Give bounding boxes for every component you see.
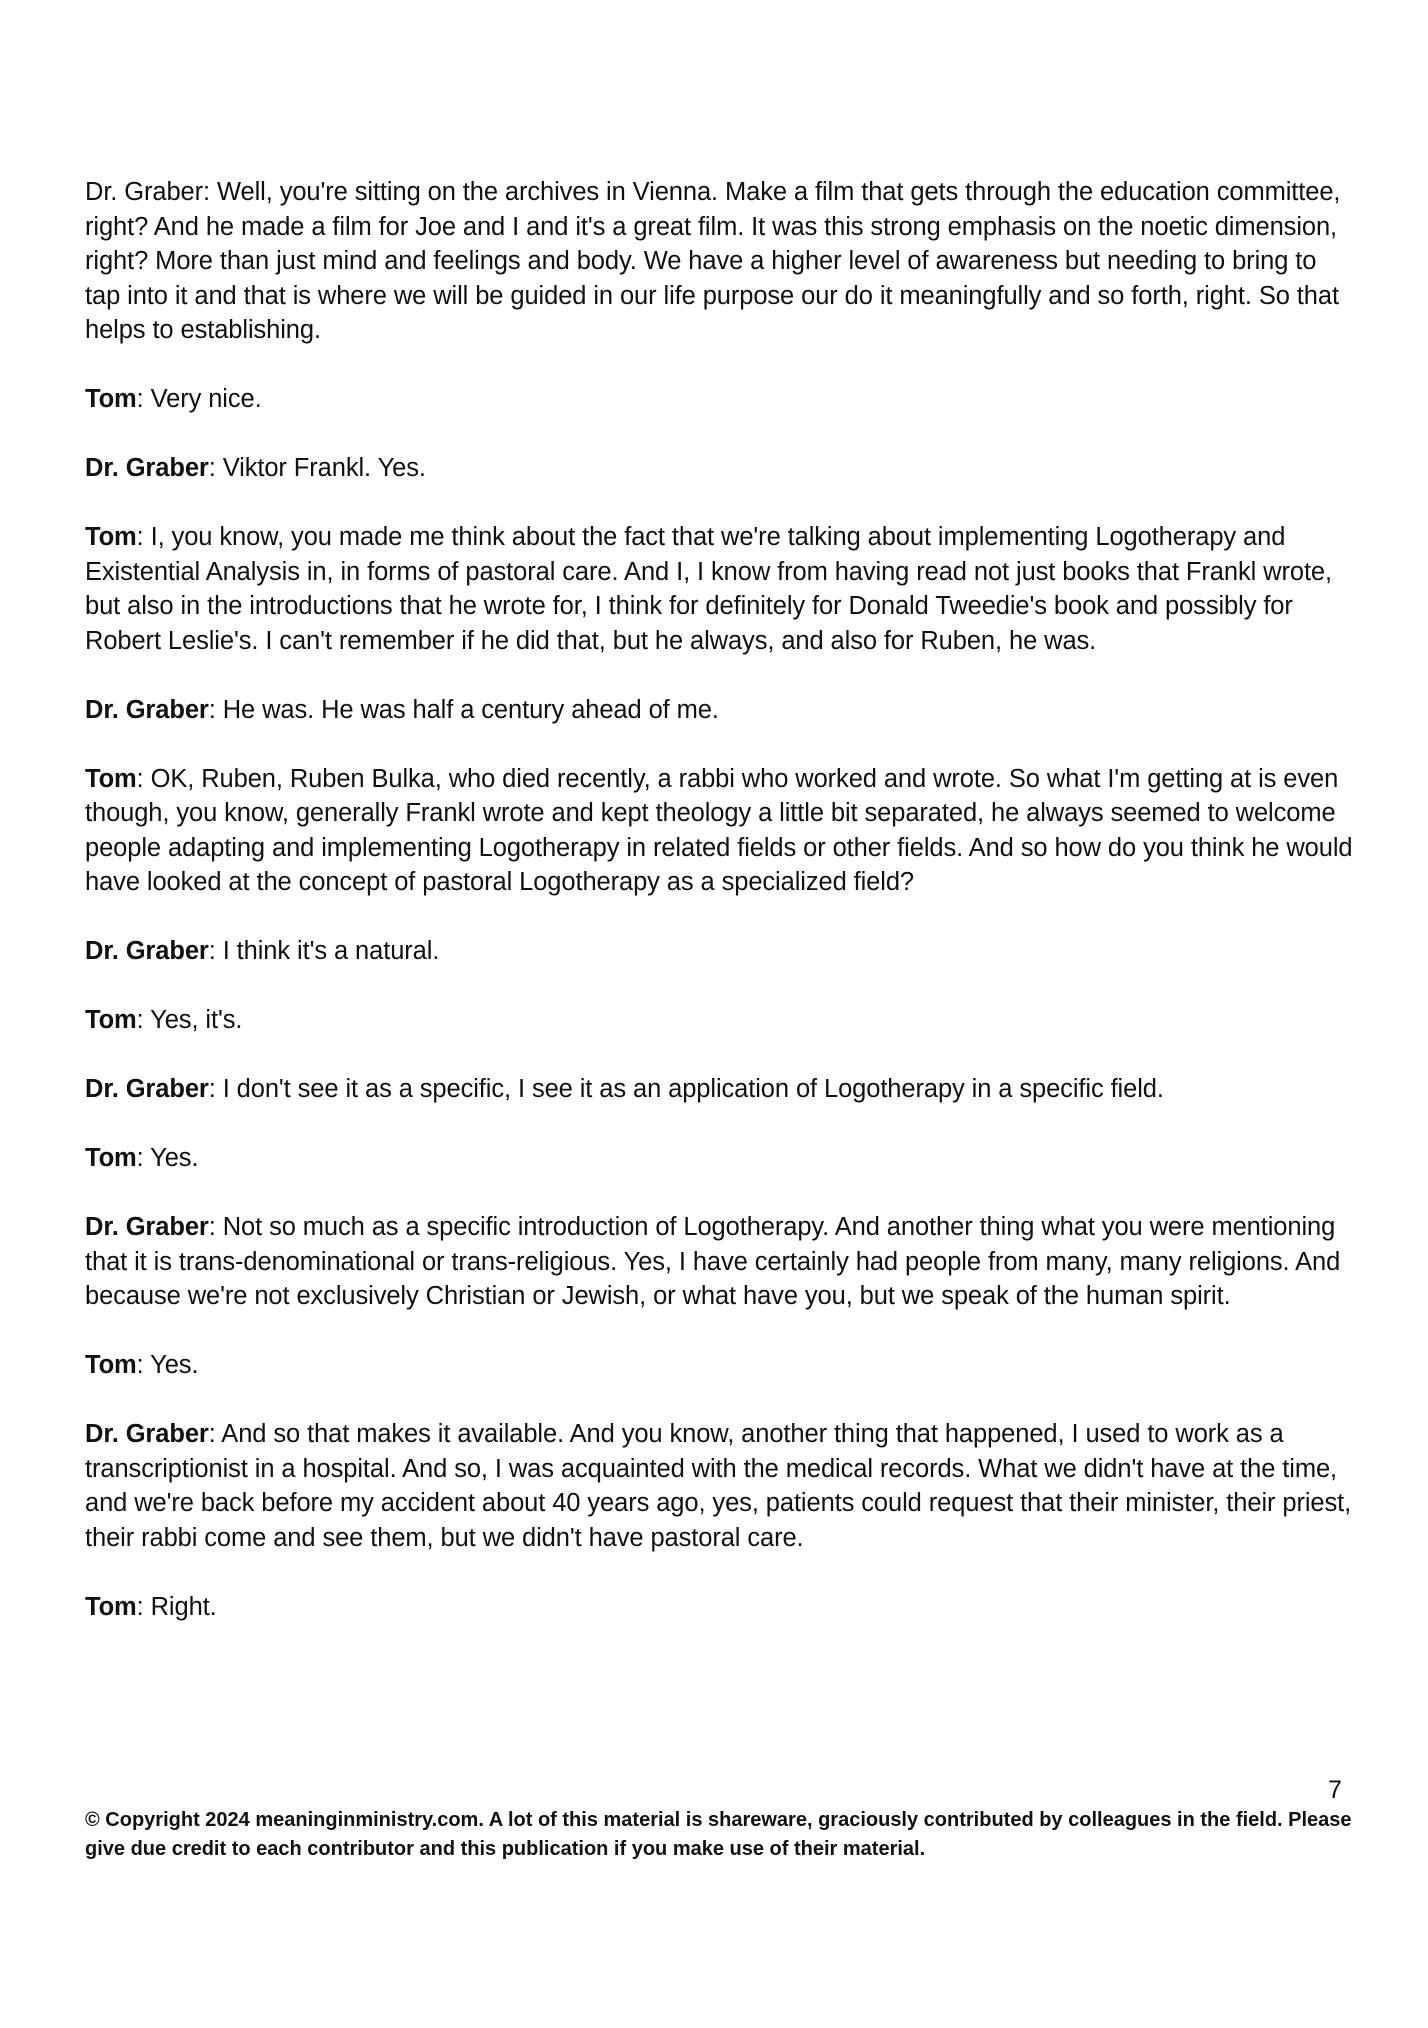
transcript-paragraph bbox=[85, 1141, 1355, 1176]
paragraph-text: : Right. bbox=[136, 1592, 217, 1621]
transcript-paragraph bbox=[85, 520, 1355, 658]
paragraph-text: : He was. He was half a century ahead of me. bbox=[208, 695, 719, 724]
paragraph-text: : I don't see it as a specific, I see it as an application of Logotherapy in a specific field. bbox=[208, 1075, 1164, 1103]
paragraph-text: : Yes, it's. bbox=[136, 1006, 243, 1034]
paragraph-text: : Not so much as a specific introduction of Logotherapy. And another thing what you were mentioning that it is trans-denominational or trans-religious. Yes, I have certainly had people from many, many religions. And because we're not exclusively Christian or Jewish, or what have you, but we speak of the human spirit. bbox=[85, 1213, 1341, 1310]
transcript-paragraph bbox=[85, 693, 1355, 728]
paragraph-text: : And so that makes it available. And you know, another thing that happened, I used to work as a transcriptionist in a hospital. And so, I was acquainted with the medical records. What we didn't have at the time, and we're back before my accident about 40 years ago, yes, patients could request that their minister, their priest, their rabbi come and see them, but we didn't have pastoral care. bbox=[85, 1420, 1352, 1552]
speaker-name: Dr. Graber bbox=[85, 695, 209, 724]
transcript-paragraph bbox=[85, 762, 1355, 900]
paragraph-text: : I, you know, you made me think about the fact that we're talking about implementing Logotherapy and Existential Analysis in, in forms of pastoral care. And I, I know from having read not just books that Frankl wrote, but also in the introductions that he wrote for, I think for definitely for Donald Tweedie's book and possibly for Robert Leslie's. I can't remember if he did that, but he always, and also for Ruben, he was. bbox=[85, 523, 1332, 655]
paragraph-text: Dr. Graber: Well, you're sitting on the archives in Vienna. Make a film that gets through the education committee, right? And he made a film for Joe and I and it's a great film. It was this strong emphasis on the noetic dimension, right? More than just mind and feelings and body. We have a higher level of awareness but needing to bring to tap into it and that is where we will be guided in our life purpose our do it meaningfully and so forth, right. So that helps to establishing. bbox=[85, 178, 1341, 344]
paragraph-text: : Yes. bbox=[136, 1144, 199, 1172]
speaker-name: Dr. Graber bbox=[85, 1075, 209, 1103]
paragraph-text: : OK, Ruben, Ruben Bulka, who died recently, a rabbi who worked and wrote. So what I'm getting at is even though, you know, generally Frankl wrote and kept theology a little bit separated, he always seemed to welcome people adapting and implementing Logotherapy in related fields or other fields. And so how do you think he would have looked at the concept of pastoral Logotherapy as a specialized field? bbox=[85, 764, 1353, 896]
paragraph-text: : Yes. bbox=[136, 1351, 199, 1379]
page-number: 7 bbox=[1328, 1776, 1342, 1804]
speaker-name: Tom bbox=[85, 385, 137, 413]
transcript-paragraph bbox=[85, 1590, 1355, 1625]
speaker-name: Tom bbox=[85, 523, 137, 551]
speaker-name: Tom bbox=[85, 1144, 137, 1172]
paragraph-text: : Viktor Frankl. Yes. bbox=[208, 454, 426, 482]
transcript-body bbox=[85, 175, 1355, 1659]
speaker-name: Dr. Graber bbox=[85, 1213, 209, 1241]
transcript-paragraph bbox=[85, 382, 1355, 417]
transcript-paragraph bbox=[85, 451, 1355, 486]
paragraph-text: : Very nice. bbox=[136, 385, 262, 413]
transcript-paragraph bbox=[85, 934, 1355, 969]
copyright-footer: © Copyright 2024 meaninginministry.com. A lot of this material is shareware, graciously contributed by colleagues in the field. Please give due credit to each contributor and this publication if you make use of their material. bbox=[85, 1809, 1352, 1860]
transcript-paragraph bbox=[85, 1417, 1355, 1555]
transcript-paragraph bbox=[85, 1210, 1355, 1314]
transcript-paragraph bbox=[85, 1072, 1355, 1107]
speaker-name: Tom bbox=[85, 764, 137, 793]
paragraph-text: : I think it's a natural. bbox=[208, 937, 440, 965]
speaker-name: Tom bbox=[85, 1006, 137, 1034]
transcript-paragraph bbox=[85, 175, 1355, 348]
speaker-name: Dr. Graber bbox=[85, 937, 209, 965]
speaker-name: Tom bbox=[85, 1592, 137, 1621]
transcript-paragraph bbox=[85, 1348, 1355, 1383]
speaker-name: Dr. Graber bbox=[85, 454, 209, 482]
speaker-name: Dr. Graber bbox=[85, 1420, 209, 1448]
transcript-paragraph bbox=[85, 1003, 1355, 1038]
speaker-name: Tom bbox=[85, 1351, 137, 1379]
